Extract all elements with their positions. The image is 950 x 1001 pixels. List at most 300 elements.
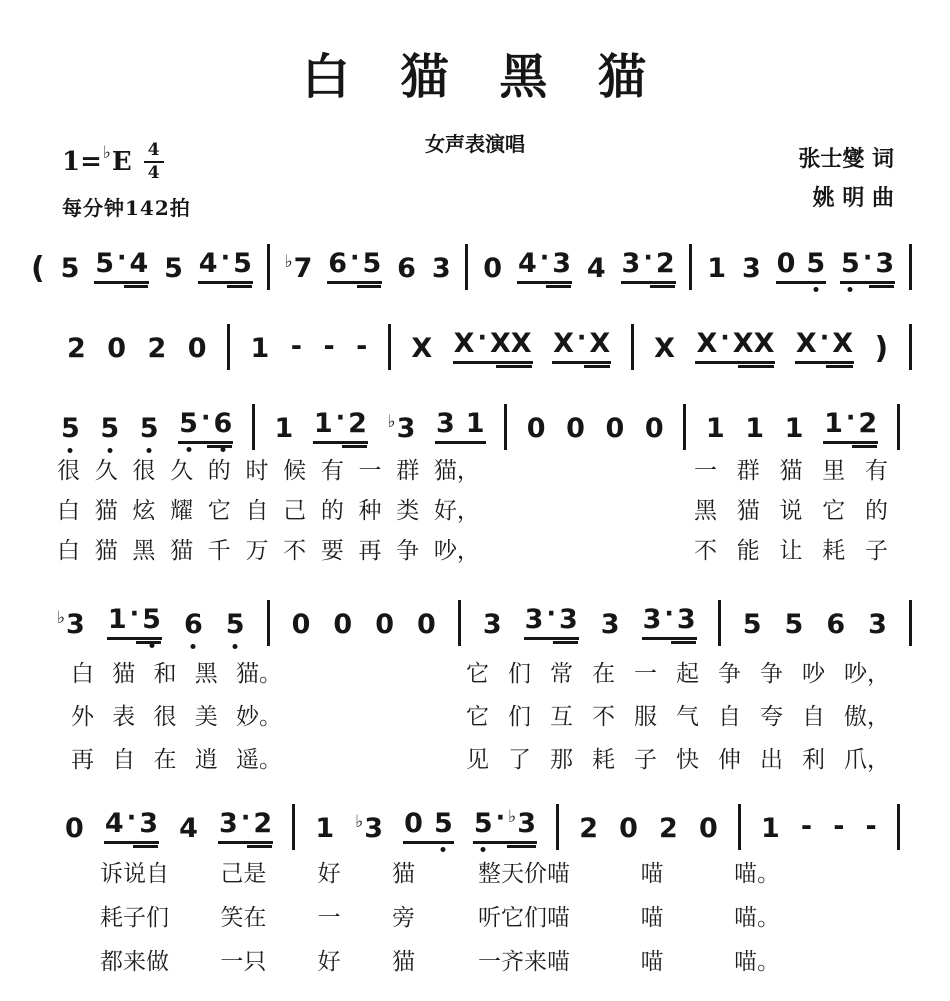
lyric-syllable: 美 (194, 704, 218, 730)
lyric-syllable: 吵 (802, 661, 825, 687)
note-digit: 1 (760, 813, 780, 844)
note-digit: 1 (707, 253, 727, 284)
lyric-syllable: 好 (317, 861, 341, 887)
note-digit: 5 (164, 253, 183, 284)
second-beam (496, 365, 532, 368)
lyric-syllable: 听它们喵 (478, 905, 570, 931)
augmentation-dot: · (495, 803, 506, 832)
note-digit: 5 (100, 413, 120, 444)
flat-icon: ♭ (355, 812, 364, 832)
augmentation-dot: · (126, 803, 137, 832)
note-digit: 6 (826, 609, 846, 640)
note-digit: 1 (107, 604, 127, 635)
lyric-syllable: 它 (822, 498, 846, 524)
note-digit: 6 (213, 408, 233, 439)
lyric-syllable: 了 (508, 747, 531, 773)
barline (458, 600, 461, 646)
lyric-syllable: 好， (433, 498, 480, 524)
note-token (524, 599, 579, 640)
second-beam (357, 285, 382, 288)
note-token (565, 414, 586, 444)
key-letter: E (111, 147, 132, 177)
note-digit: 5 (841, 248, 860, 279)
note-token (552, 323, 611, 364)
augmentation-dot: · (576, 323, 587, 352)
barline (631, 324, 634, 370)
parenthesis (874, 331, 890, 366)
lyric-syllable: 都来做 (100, 949, 169, 975)
lyric-syllable: 白 (71, 661, 94, 687)
note-token (776, 249, 827, 284)
duration-dash: - (323, 331, 335, 362)
lyric-syllable: 服 (634, 704, 657, 730)
lyric-line (478, 855, 780, 888)
note-digit: 1 (705, 413, 725, 444)
lyric-syllable: 耗子们 (100, 905, 169, 931)
note-token (178, 403, 233, 444)
lyric-syllable: 候 (283, 458, 307, 484)
lyric-syllable: 耀 (170, 498, 194, 524)
note-token (313, 403, 368, 444)
lyric-syllable: 让 (779, 538, 803, 564)
note-digit: 0 (417, 609, 436, 640)
note-token (107, 599, 162, 640)
note-token (706, 254, 727, 284)
note-digit: 5 (362, 248, 382, 279)
lyric-line (694, 532, 888, 565)
note-digit: 3 (364, 813, 384, 844)
augmentation-dot: · (664, 599, 674, 628)
second-beam (546, 285, 571, 288)
note-digit: 5 (179, 408, 198, 439)
note-token (332, 610, 353, 640)
note-digit: 0 (644, 413, 664, 444)
lyric-syllable: 猫 (391, 949, 415, 975)
lyric-line (466, 655, 890, 688)
note-digit: 2 (579, 813, 599, 844)
lyric-syllable: 有 (865, 458, 888, 484)
second-beam (133, 845, 158, 848)
lyric-syllable: 那 (550, 747, 573, 773)
second-beam (136, 641, 161, 644)
lyric-syllable: 猫 (779, 458, 803, 484)
lyric-syllable: 争 (396, 538, 420, 564)
note-token (621, 243, 676, 284)
augmentation-dot: · (539, 243, 550, 272)
note-token (744, 414, 765, 444)
note-token (431, 254, 452, 284)
note-digit: 3 (431, 253, 451, 284)
lyric-syllable: 快 (676, 747, 699, 773)
note-token (94, 243, 149, 284)
note-token (832, 811, 845, 844)
lyric-syllable: 伸 (718, 747, 741, 773)
lyric-syllable: 猫， (433, 458, 480, 484)
note-digit: X (654, 333, 675, 364)
lyric-line (71, 655, 282, 688)
note-token (99, 414, 120, 444)
note-token (322, 331, 335, 364)
barline (267, 600, 270, 646)
lyric-syllable: 己是 (220, 861, 267, 887)
note-digit: 2 (67, 333, 86, 364)
note-token (435, 409, 486, 444)
key-prefix: 1= (62, 147, 102, 177)
flat-icon: ♭ (387, 412, 396, 432)
second-beam (207, 445, 232, 448)
note-digit: 3 (66, 609, 85, 640)
barline (683, 404, 686, 450)
second-beam (553, 641, 578, 644)
barline (465, 244, 468, 290)
note-digit: 0 (187, 333, 207, 364)
lyric-syllable: 猫 (94, 538, 118, 564)
note-token (64, 814, 85, 844)
lyric-syllable: 时 (245, 458, 269, 484)
note-digit: 5 (806, 248, 826, 279)
lyric-syllable: 说 (779, 498, 803, 524)
barline (388, 324, 391, 370)
note-digit: 3 (552, 248, 572, 279)
lyric-syllable: 一 (694, 458, 717, 484)
note-token (106, 334, 127, 364)
lyric-line (466, 741, 890, 774)
note-token (60, 254, 81, 284)
lyric-syllable: 在 (592, 661, 615, 687)
note-token (410, 334, 433, 364)
note-digit: 0 (566, 413, 585, 444)
augmentation-dot: · (129, 599, 140, 628)
credits (798, 140, 894, 218)
barline (897, 804, 900, 850)
lyric-syllable: 们 (508, 704, 531, 730)
lyric-line (100, 855, 415, 888)
lyric-syllable: 种 (358, 498, 382, 524)
note-token (290, 331, 303, 364)
note-digit: 3 (558, 604, 578, 635)
note-token (526, 414, 547, 444)
lyric-syllable: 喵。 (734, 949, 780, 975)
lyric-syllable: 旁 (391, 905, 415, 931)
note-digit: 5 (61, 413, 80, 444)
note-digit: 3 (482, 609, 502, 640)
note-token (605, 414, 626, 444)
lyric-syllable: 里 (822, 458, 846, 484)
lyric-syllable: 逍 (194, 747, 218, 773)
lyric-syllable: 互 (550, 704, 573, 730)
music-line-1 (30, 232, 912, 284)
lyric-syllable: 有 (320, 458, 344, 484)
note-digit: 3 (435, 408, 455, 439)
note-digit: 3 (524, 604, 544, 635)
augmentation-dot: · (220, 243, 231, 272)
note-token (60, 414, 81, 444)
lyric-syllable: 和 (153, 661, 177, 687)
lyric-syllable: 起 (676, 661, 699, 687)
lyric-syllable: 夸 (760, 704, 783, 730)
note-digit: 2 (253, 808, 273, 839)
lyric-syllable: 万 (245, 538, 269, 564)
flat-icon: ♭ (284, 252, 293, 272)
lyric-line (478, 899, 780, 932)
duration-dash: - (833, 811, 845, 842)
lyric-syllable: 猫 (170, 538, 194, 564)
second-beam (124, 285, 149, 288)
lyric-syllable: 己 (283, 498, 307, 524)
lyric-syllable: 喵 (640, 905, 664, 931)
note-token (163, 254, 184, 284)
note-token (147, 334, 168, 364)
lyric-syllable: 群 (396, 458, 420, 484)
augmentation-dot: · (546, 599, 556, 628)
barline (227, 324, 230, 370)
note-digit: 5 (95, 248, 114, 279)
note-token (396, 254, 417, 284)
note-token (354, 814, 384, 844)
lyric-syllable: 利 (802, 747, 825, 773)
lyric-syllable: 自 (802, 704, 825, 730)
second-beam (247, 845, 272, 848)
note-digit: 5 (139, 413, 159, 444)
note-token (742, 610, 763, 640)
note-digit: 0 (619, 813, 638, 844)
note-token (104, 803, 159, 844)
lyric-line (57, 492, 480, 525)
second-beam (507, 845, 536, 848)
note-digit: 3 (517, 808, 536, 839)
lyric-syllable: 争 (760, 661, 783, 687)
lyric-line (100, 899, 415, 932)
lyric-syllable: 一 (358, 458, 382, 484)
lyric-line (71, 698, 282, 731)
note-digit: 7 (293, 253, 313, 284)
note-token (250, 334, 271, 364)
augmentation-dot: · (117, 243, 127, 272)
note-token (178, 814, 199, 844)
music-line-3 (60, 392, 900, 444)
augmentation-dot: · (720, 323, 730, 352)
lyric-syllable: 吵， (433, 538, 480, 564)
lyric-syllable: 久 (170, 458, 194, 484)
composer-credit: 姚 明 曲 (812, 185, 894, 211)
note-digit: 1 (784, 413, 804, 444)
note-token (187, 334, 208, 364)
note-token (642, 599, 697, 640)
tempo-marking: 每分钟142拍 (62, 196, 191, 220)
lyric-syllable: 喵 (640, 949, 664, 975)
note-token (784, 610, 805, 640)
note-digit: 1 (315, 813, 335, 844)
lyric-syllable: 它 (466, 661, 489, 687)
note-token (482, 254, 503, 284)
note-token (453, 323, 533, 364)
lyric-syllable: 吵， (844, 661, 890, 687)
note-token (800, 811, 813, 844)
note-digit: X (589, 328, 611, 359)
lyric-syllable: 好 (317, 949, 341, 975)
augmentation-dot: · (477, 323, 487, 352)
note-digit: 0 (107, 333, 127, 364)
lyric-syllable: 喵。 (734, 905, 780, 931)
augmentation-dot: · (862, 243, 873, 272)
lyric-syllable: 白 (57, 498, 80, 524)
note-digit: 2 (655, 248, 675, 279)
note-digit: 3 (741, 253, 761, 284)
lyric-syllable: 耗 (822, 538, 846, 564)
lyric-syllable: 很 (132, 458, 156, 484)
duration-dash: - (290, 331, 303, 362)
note-token (139, 414, 160, 444)
second-beam (342, 445, 367, 448)
lyric-syllable: 再 (71, 747, 94, 773)
note-token (355, 331, 368, 364)
lyric-syllable: 见 (466, 747, 489, 773)
note-digit: 0 (526, 413, 546, 444)
lyric-line (57, 452, 480, 485)
note-digit: 5 (225, 609, 245, 640)
second-beam (671, 641, 696, 644)
note-digit: 4 (104, 808, 124, 839)
augmentation-dot: · (819, 323, 830, 352)
note-token (760, 814, 781, 844)
note-digit: 2 (858, 408, 878, 439)
barline (738, 804, 741, 850)
lyric-syllable: 要 (320, 538, 344, 564)
lyric-syllable: 很 (153, 704, 177, 730)
note-digit: X (510, 328, 532, 359)
note-digit: 2 (147, 333, 167, 364)
note-token (586, 254, 607, 284)
note-digit: 5 (60, 253, 80, 284)
note-digit: 5 (142, 604, 161, 635)
note-digit: 5 (233, 248, 252, 279)
note-digit: 0 (776, 248, 796, 279)
duration-dash: - (800, 811, 813, 842)
second-beam (650, 285, 675, 288)
lyric-syllable: 很 (57, 458, 80, 484)
note-digit: 3 (139, 808, 158, 839)
note-digit: ) (874, 331, 889, 366)
note-token (473, 803, 537, 844)
note-digit: 3 (396, 413, 416, 444)
note-digit: 3 (642, 604, 662, 635)
note-digit: 4 (517, 248, 537, 279)
note-token (600, 610, 621, 640)
note-token (482, 610, 503, 640)
music-line-5 (64, 792, 900, 844)
augmentation-dot: · (200, 403, 211, 432)
lyric-syllable: 它 (466, 704, 489, 730)
lyric-syllable: 气 (676, 704, 699, 730)
lyric-line (694, 492, 888, 525)
note-token (517, 243, 572, 284)
note-token (658, 814, 679, 844)
lyric-syllable: 猫 (112, 661, 136, 687)
barline (292, 804, 295, 850)
note-token (867, 610, 888, 640)
note-token (374, 610, 395, 640)
note-digit: 4 (179, 813, 198, 844)
duration-dash: - (356, 331, 368, 362)
note-digit: 2 (348, 408, 367, 439)
note-digit: 0 (65, 813, 84, 844)
note-digit: X (832, 328, 854, 359)
barline (909, 244, 912, 290)
note-token (705, 414, 726, 444)
note-digit: 5 (433, 808, 453, 839)
note-digit: X (795, 328, 817, 359)
note-digit: 6 (183, 609, 203, 640)
note-digit: 0 (333, 609, 353, 640)
note-digit: 1 (250, 333, 270, 364)
note-token (644, 414, 665, 444)
note-token (314, 814, 335, 844)
lyric-syllable: 黑 (132, 538, 156, 564)
note-token (284, 254, 314, 284)
note-digit: 3 (219, 808, 238, 839)
note-digit: X (489, 328, 511, 359)
time-numerator: 4 (144, 142, 164, 163)
barline (556, 804, 559, 850)
note-digit: 0 (698, 813, 718, 844)
second-beam (852, 445, 877, 448)
note-token (784, 414, 805, 444)
lyric-syllable: 一只 (220, 949, 267, 975)
note-digit: X (753, 328, 775, 359)
note-token (291, 610, 312, 640)
note-token (56, 610, 86, 640)
barline (909, 324, 912, 370)
barline (252, 404, 255, 450)
note-digit: 3 (621, 248, 641, 279)
key-signature (62, 142, 164, 182)
flat-icon: ♭ (508, 807, 517, 827)
note-token (327, 243, 382, 284)
lyric-syllable: 出 (760, 747, 783, 773)
augmentation-dot: · (845, 403, 856, 432)
flat-icon: ♭ (57, 608, 66, 628)
note-digit: 3 (875, 248, 895, 279)
note-digit: 0 (375, 609, 395, 640)
lyric-line (694, 452, 888, 485)
note-digit: 1 (745, 413, 765, 444)
lyric-syllable: 久 (94, 458, 118, 484)
lyric-syllable: 再 (358, 538, 382, 564)
note-digit: 3 (868, 609, 887, 640)
note-digit: 4 (586, 253, 606, 284)
note-digit: 1 (824, 408, 843, 439)
note-token (741, 254, 762, 284)
note-token (198, 243, 253, 284)
lyric-line (57, 532, 480, 565)
note-digit: X (696, 328, 718, 359)
note-digit: X (411, 333, 433, 364)
lyric-syllable: 们 (508, 661, 531, 687)
flat-icon: ♭ (102, 143, 111, 163)
lyric-syllable: 在 (153, 747, 177, 773)
lyric-syllable: 猫。 (236, 661, 282, 687)
time-signature (144, 142, 164, 182)
note-digit: 4 (198, 248, 218, 279)
music-line-2 (66, 312, 912, 364)
lyric-syllable: 喵。 (734, 861, 780, 887)
second-beam (227, 285, 252, 288)
lyric-line (466, 698, 890, 731)
note-digit: 6 (397, 253, 416, 284)
lyric-syllable: 表 (112, 704, 136, 730)
note-digit: 0 (291, 609, 311, 640)
lyric-syllable: 争 (718, 661, 741, 687)
